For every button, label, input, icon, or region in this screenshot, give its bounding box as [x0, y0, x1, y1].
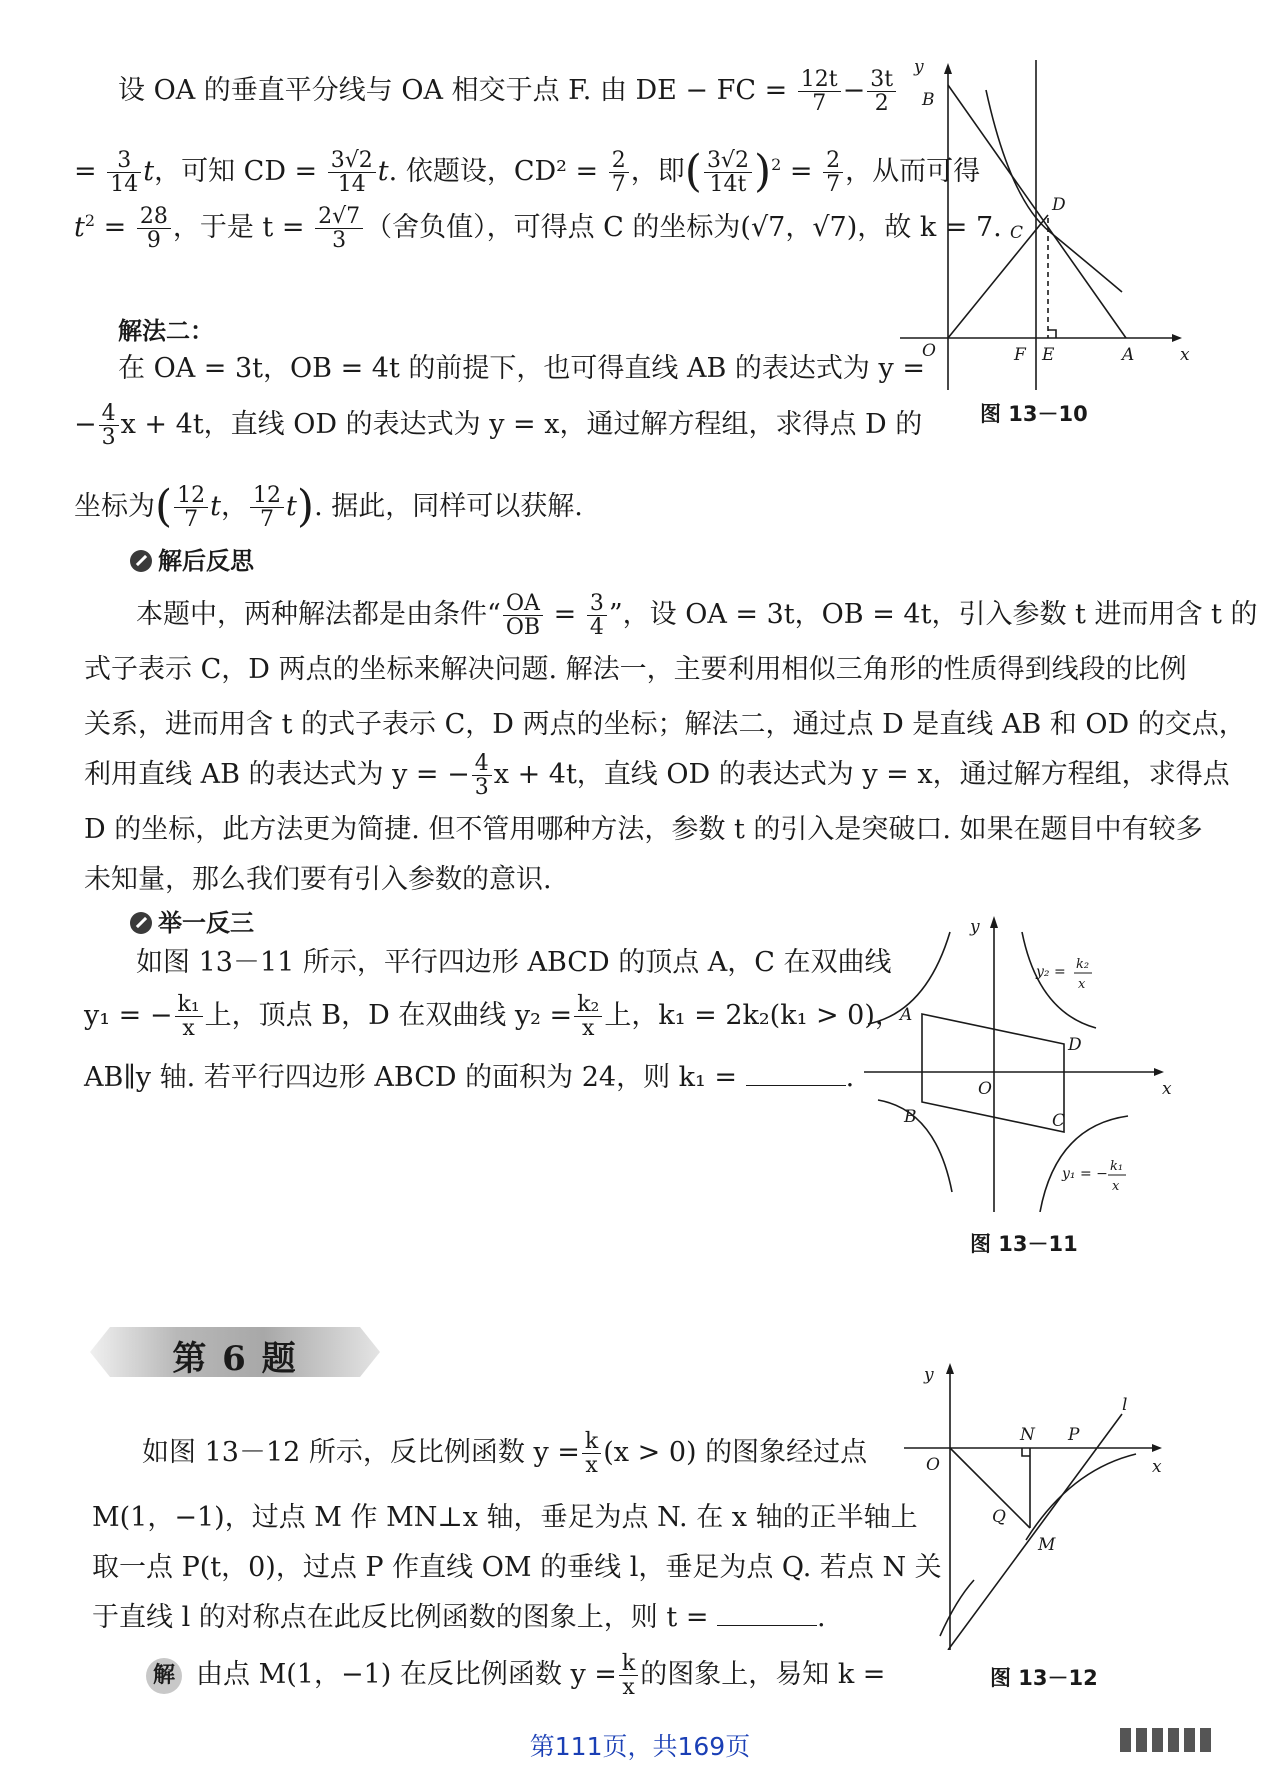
reflection-line-2: 式子表示 C，D 两点的坐标来解决问题. 解法一，主要利用相似三角形的性质得到线段的比例 — [84, 654, 1187, 685]
parallelogram-abcd — [922, 1014, 1064, 1132]
fraction: $\frac{3}{14}$ — [107, 149, 141, 196]
text-run: 设 OA 的垂直平分线与 OA 相交于点 F. 由 DE − FC = — [118, 75, 788, 107]
line-l — [948, 1414, 1122, 1650]
line-om — [950, 1448, 1030, 1528]
label-e: E — [1042, 345, 1055, 365]
label-d: D — [1052, 195, 1066, 215]
label-c: C — [1052, 1111, 1066, 1131]
fraction: $\frac{\text{k₂}}{x}$ — [574, 993, 602, 1040]
label-a: A — [1122, 345, 1135, 365]
banner-title: 第 6 题 — [172, 1339, 298, 1379]
label-x: x — [1162, 1079, 1172, 1099]
label-o: O — [926, 1455, 940, 1475]
label-n: N — [1020, 1425, 1035, 1445]
label-m: M — [1038, 1535, 1056, 1555]
label-y: y — [924, 1365, 934, 1385]
solution-one-line-3: $t^2$ = $\frac{28}{9}$ ，于是 t = $\frac{2√7}{3}$ （舍负值），可得点 C 的坐标为(√7，√7)，故 k = 7. — [74, 204, 1002, 254]
solution-badge: 解 — [146, 1658, 182, 1694]
fraction: $\frac{k}{x}$ — [582, 1430, 601, 1477]
page-indicator: 第111页，共169页 — [529, 1732, 751, 1761]
reflection-heading: 解后反思 — [130, 538, 254, 584]
view-controls-icon[interactable] — [1120, 1728, 1250, 1754]
hyperbola — [1026, 1454, 1136, 1540]
figure-caption: 图 13－11 — [970, 1232, 1078, 1256]
x-axis-arrow — [1152, 1444, 1162, 1452]
heading: 解法二： — [118, 317, 214, 345]
label-f: F — [1014, 345, 1026, 365]
label-y1: y₁ = − — [1062, 1166, 1108, 1182]
label-y1-numerator: k₁ — [1110, 1159, 1124, 1174]
hyperbola — [986, 90, 1122, 292]
label-x: x — [1152, 1457, 1162, 1477]
reflection-line-3: 关系，进而用含 t 的式子表示 C，D 两点的坐标；解法二，通过点 D 是直线 AB 和 OD 的交点， — [84, 709, 1246, 740]
y-axis-arrow — [990, 916, 998, 928]
label-y2: y₂ = — [1036, 964, 1066, 980]
pen-icon — [130, 912, 152, 934]
figure-13-11 — [860, 912, 1180, 1212]
answer-blank[interactable] — [746, 1084, 846, 1086]
fraction: $\frac{4}{3}$ — [472, 752, 492, 799]
line-ab — [948, 85, 1126, 338]
fraction: $\frac{12t}{7}$ — [798, 68, 841, 115]
reflection-line-6: 未知量，那么我们要有引入参数的意识. — [84, 864, 552, 895]
solution-one-line-2: = $\frac{3}{14}$ t，可知 CD = $\frac{3√2}{14}$ t. 依题设，CD² = $\frac{2}{7}$ ，即( $\frac{3√2}{14t}$ )$^2$ = $\frac{2}{7}$ ，从而可得 — [74, 146, 981, 197]
y-axis-arrow — [944, 63, 952, 74]
practice-line-1: 如图 13－11 所示，平行四边形 ABCD 的顶点 A，C 在双曲线 — [136, 947, 892, 978]
label-b: B — [904, 1107, 917, 1127]
fraction: $\frac{\text{k₁}}{x}$ — [175, 993, 203, 1040]
solution-two-line-1: 在 OA = 3t，OB = 4t 的前提下，也可得直线 AB 的表达式为 y = — [118, 353, 925, 384]
label-p: P — [1068, 1425, 1080, 1445]
solution-one-text — [118, 68, 898, 115]
fraction: $\frac{2√7}{3}$ — [315, 205, 363, 252]
figure-caption: 图 13－12 — [990, 1666, 1098, 1690]
pen-icon — [130, 550, 152, 572]
label-x: x — [1180, 345, 1190, 365]
line-1: 设 OA 的垂直平分线与 OA 相交于点 F. 由 DE − FC = $\frac{12t}{7}$ − $\frac{3t}{2}$ — [118, 68, 898, 115]
label-b: B — [922, 90, 935, 110]
label-y2-numerator: k₂ — [1076, 957, 1090, 972]
label-o: O — [922, 341, 936, 361]
fraction: $\frac{3t}{2}$ — [867, 68, 896, 115]
fraction: $\frac{28}{9}$ — [137, 205, 171, 252]
label-y2-denominator: x — [1078, 977, 1086, 992]
y-axis-arrow — [946, 1363, 954, 1374]
fraction: $\frac{3√2}{14t}$ — [704, 149, 752, 196]
x-axis-arrow — [1172, 334, 1182, 342]
fraction: $\frac{12}{7}$ — [250, 484, 284, 531]
figure-13-10 — [890, 60, 1190, 390]
practice-line-3: AB∥y 轴. 若平行四边形 ABCD 的面积为 24，则 k₁ = . — [84, 1062, 855, 1093]
line-od — [948, 215, 1048, 338]
right-angle-mark — [1048, 330, 1056, 338]
question-six-line-3: 取一点 P(t，0)，过点 P 作直线 OM 的垂线 l，垂足为点 Q. 若点 N 关 — [92, 1552, 942, 1583]
fraction: $\frac{4}{3}$ — [99, 402, 119, 449]
x-axis-arrow — [1154, 1068, 1164, 1076]
practice-heading: 举一反三 — [130, 900, 254, 946]
reflection-line-4: 利用直线 AB 的表达式为 y = − $\frac{4}{3}$ x + 4t，直线 OD 的表达式为 y = x，通过解方程组，求得点 — [84, 751, 1230, 801]
solution-two-line-2: − $\frac{4}{3}$ x + 4t，直线 OD 的表达式为 y = x，通过解方程组，求得点 D 的 — [74, 401, 923, 451]
label-l: l — [1122, 1395, 1128, 1415]
practice-line-2: y₁ = − $\frac{\text{k₁}}{x}$ 上，顶点 B，D 在双曲线 y₂ = $\frac{\text{k₂}}{x}$ 上，k₁ = 2k₂(k₁ > 0)， — [84, 992, 902, 1042]
label-y: y — [970, 917, 980, 937]
label-d: D — [1068, 1035, 1082, 1055]
question-six-line-1: 如图 13－12 所示，反比例函数 y = $\frac{k}{x}$ (x > 0) 的图象经过点 — [142, 1429, 868, 1479]
fraction: $\frac{2}{7}$ — [823, 149, 843, 196]
fraction: $\frac{k}{x}$ — [619, 1652, 638, 1699]
label-o: O — [978, 1079, 992, 1099]
label-y1-denominator: x — [1112, 1179, 1120, 1194]
label-c: C — [1010, 223, 1024, 243]
question-six-line-2: M(1，−1)，过点 M 作 MN⊥x 轴，垂足为点 N. 在 x 轴的正半轴上 — [92, 1502, 918, 1533]
right-angle-mark — [1022, 1448, 1030, 1456]
question-six-solution: 解 由点 M(1，−1) 在反比例函数 y = $\frac{k}{x}$ 的图象上，易知 k = — [146, 1652, 885, 1699]
fraction: $\frac{2}{7}$ — [609, 149, 629, 196]
label-a: A — [900, 1005, 913, 1025]
answer-blank[interactable] — [717, 1624, 817, 1626]
question-six-line-4: 于直线 l 的对称点在此反比例函数的图象上，则 t = . — [92, 1602, 826, 1633]
fraction: $\frac{12}{7}$ — [174, 484, 208, 531]
figure-13-12 — [900, 1360, 1180, 1650]
hyperbola-tail — [940, 1580, 974, 1636]
fraction: $\frac{3√2}{14}$ — [328, 149, 376, 196]
label-y: y — [914, 60, 924, 77]
fraction: $\frac{OA}{OB}$ — [503, 592, 543, 639]
reflection-line-5: D 的坐标，此方法更为简捷. 但不管用哪种方法，参数 t 的引入是突破口. 如果在题目中有较多 — [84, 814, 1203, 845]
reflection-line-1: 本题中，两种解法都是由条件“ $\frac{OA}{OB}$ = $\frac{3}{4}$ ”，设 OA = 3t，OB = 4t，引入参数 t 进而用含 t 的 — [136, 591, 1258, 641]
question-banner — [90, 1327, 380, 1377]
fraction: $\frac{3}{4}$ — [587, 592, 607, 639]
solution-two-line-3: 坐标为( $\frac{12}{7}$ t， $\frac{12}{7}$ t). 据此，同样可以获解. — [74, 481, 583, 532]
label-q: Q — [992, 1507, 1006, 1527]
figure-caption: 图 13－10 — [980, 402, 1088, 426]
